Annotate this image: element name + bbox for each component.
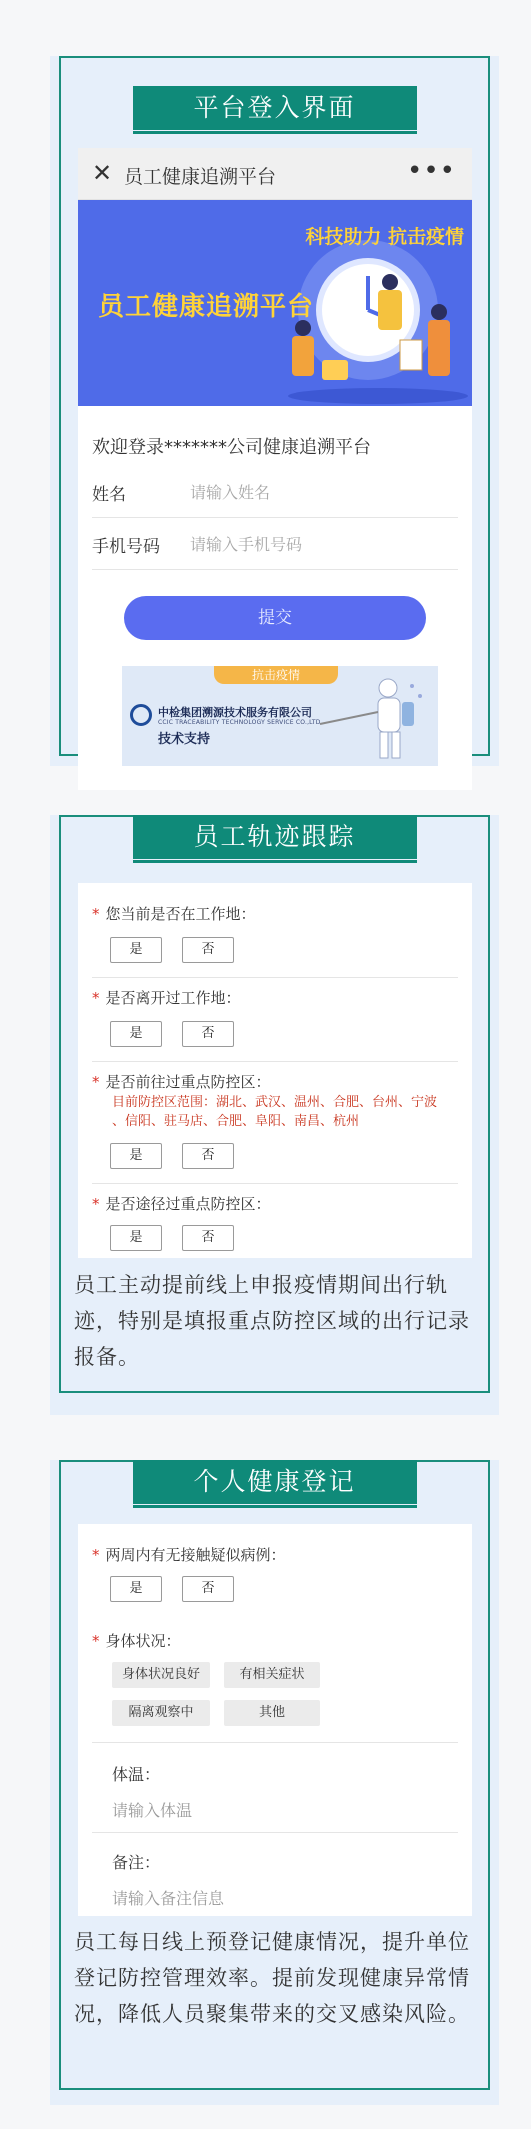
divider <box>92 1832 458 1833</box>
divider <box>92 1183 458 1184</box>
yes-option[interactable]: 是 <box>110 1225 162 1251</box>
status-chip-isolation[interactable]: 隔离观察中 <box>112 1700 210 1726</box>
region-list-line2: 、信阳、驻马店、合肥、阜阳、南昌、杭州 <box>112 1114 360 1129</box>
tech-support-banner <box>122 666 438 766</box>
required-star: * <box>92 1546 100 1564</box>
welcome-text: 欢迎登录*******公司健康追溯平台 <box>92 437 371 458</box>
section-title: 个人健康登记 <box>133 1460 417 1504</box>
no-option[interactable]: 否 <box>182 937 234 963</box>
question-text: 身体状况： <box>105 1632 181 1650</box>
question-text: 您当前是否在工作地： <box>105 905 256 923</box>
no-option[interactable]: 否 <box>182 1143 234 1169</box>
company-logo <box>130 704 152 726</box>
required-star: * <box>92 989 100 1007</box>
question-text: 是否离开过工作地： <box>105 989 241 1007</box>
banner-image <box>78 200 472 406</box>
section-title: 平台登入界面 <box>133 86 417 130</box>
health-description: 员工每日线上预登记健康情况，提升单位登记防控管理效率。提前发现健康异常情况，降低人员聚集带来的交叉感染风险。 <box>74 1930 470 2026</box>
support-text: 技术支持 <box>158 732 211 747</box>
question-text: 是否前往过重点防控区： <box>105 1073 271 1091</box>
status-chip-other[interactable]: 其他 <box>224 1700 320 1726</box>
app-title: 员工健康追溯平台 <box>124 166 277 188</box>
question-left-workplace <box>92 987 458 1008</box>
mini-program-topbar <box>78 148 472 200</box>
section-title: 员工轨迹跟踪 <box>133 815 417 859</box>
note-input[interactable]: 请输入备注信息 <box>112 1889 225 1908</box>
banner-title: 员工健康追溯平台 <box>98 292 315 322</box>
health-form <box>78 1524 472 1916</box>
health-section <box>50 1460 499 2105</box>
question-at-workplace <box>92 903 458 924</box>
support-tag: 抗击疫情 <box>214 666 338 684</box>
track-form <box>78 883 472 1258</box>
required-star: * <box>92 905 100 923</box>
note-label: 备注： <box>112 1853 161 1872</box>
no-option[interactable]: 否 <box>182 1021 234 1047</box>
track-description: 员工主动提前线上申报疫情期间出行轨迹，特别是填报重点防控区域的出行记录报备。 <box>74 1273 470 1369</box>
status-chip-symptoms[interactable]: 有相关症状 <box>224 1662 320 1688</box>
required-star: * <box>92 1632 100 1650</box>
phone-screen <box>78 148 472 790</box>
yes-option[interactable]: 是 <box>110 1021 162 1047</box>
phone-input[interactable]: 请输入手机号码 <box>190 535 303 554</box>
track-section <box>50 815 499 1415</box>
phone-label: 手机号码 <box>92 537 160 557</box>
yes-option[interactable]: 是 <box>110 1576 162 1602</box>
region-list-line1: 目前防控区范围：湖北、武汉、温州、合肥、台州、宁波 <box>112 1095 438 1110</box>
question-passed-zone <box>92 1193 458 1214</box>
phone-row <box>92 518 458 570</box>
submit-button[interactable]: 提交 <box>124 596 426 640</box>
question-visited-zone <box>92 1071 458 1092</box>
status-chip-good[interactable]: 身体状况良好 <box>112 1662 210 1688</box>
required-star: * <box>92 1073 100 1091</box>
disinfection-worker-illustration <box>310 672 430 764</box>
required-star: * <box>92 1195 100 1213</box>
divider <box>92 1742 458 1743</box>
login-section <box>50 56 499 766</box>
yes-option[interactable]: 是 <box>110 1143 162 1169</box>
no-option[interactable]: 否 <box>182 1225 234 1251</box>
close-icon[interactable]: ✕ <box>92 159 113 187</box>
question-body-status <box>92 1630 458 1651</box>
more-icon[interactable]: ••• <box>406 156 456 186</box>
name-row <box>92 466 458 518</box>
temperature-input[interactable]: 请输入体温 <box>112 1801 193 1820</box>
temperature-label: 体温： <box>112 1765 161 1784</box>
question-contact-case <box>92 1544 458 1565</box>
banner-slogan: 科技助力 抗击疫情 <box>305 226 464 248</box>
no-option[interactable]: 否 <box>182 1576 234 1602</box>
divider <box>92 1061 458 1062</box>
name-label: 姓名 <box>92 485 126 505</box>
name-input[interactable]: 请输入姓名 <box>190 483 271 502</box>
question-text: 是否途径过重点防控区： <box>105 1195 271 1213</box>
company-name-en: CCIC TRACEABILITY TECHNOLOGY SERVICE CO.,LTD. <box>158 719 323 726</box>
divider <box>92 977 458 978</box>
question-text: 两周内有无接触疑似病例： <box>105 1546 286 1564</box>
company-name: 中检集团溯源技术服务有限公司 <box>158 706 312 719</box>
yes-option[interactable]: 是 <box>110 937 162 963</box>
